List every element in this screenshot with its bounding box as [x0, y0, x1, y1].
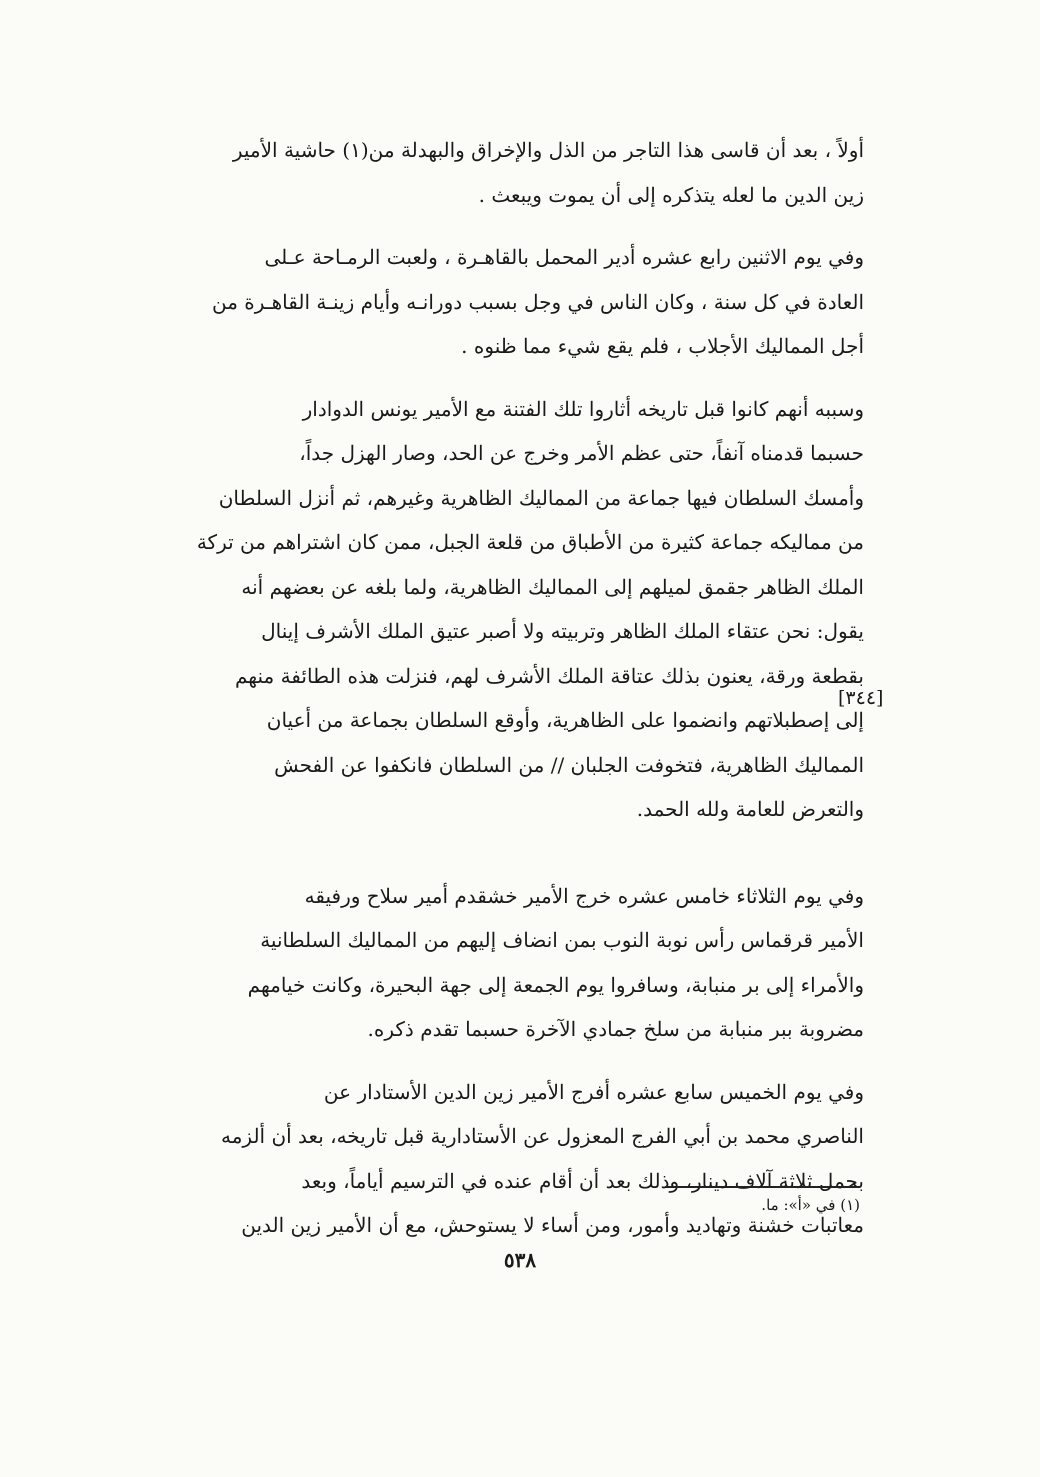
text-line: وفي يوم الخميس سابع عشره أفرج الأمير زين الدين الأستادار عن	[323, 1079, 864, 1104]
text-line: العادة في كل سنة ، وكان الناس في وجل بسبب دورانـه وأيام زينـة القاهـرة من	[211, 289, 864, 314]
main-text	[158, 128, 864, 1248]
paragraph-1	[158, 128, 864, 217]
text-line: والأمراء إلى بر منبابة، وسافروا يوم الجمعة إلى جهة البحيرة، وكانت خيامهم	[247, 972, 864, 997]
text-line: الأمير قرقماس رأس نوبة النوب بمن انضاف إليهم من المماليك السلطانية	[260, 928, 864, 952]
text-line: من مماليكه جماعة كثيرة من الأطباق من قلعة الجبل، ممن كان اشتراهم من تركة	[196, 530, 864, 554]
text-line: إلى إصطبلاتهم وانضموا على الظاهرية، وأوقع السلطان بجماعة من أعيان	[266, 708, 864, 732]
paragraph-2	[158, 235, 864, 369]
text-line: وفي يوم الثلاثاء خامس عشره خرج الأمير خشقدم أمير سلاح ورفيقه	[304, 883, 864, 908]
text-line: وسببه أنهم كانوا قبل تاريخه أثاروا تلك الفتنة مع الأمير يونس الدوادار	[302, 396, 864, 421]
text-line: مضروبة ببر منبابة من سلخ جمادي الآخرة حسبما تقدم ذكره.	[367, 1017, 864, 1041]
text-line: زين الدين ما لعله يتذكره إلى أن يموت ويبعث .	[478, 182, 864, 207]
paragraph-4	[158, 874, 864, 1052]
text-line: أجل المماليك الأجلاب ، فلم يقع شيء مما ظنوه .	[461, 334, 864, 358]
text-line: يقول: نحن عتقاء الملك الظاهر وتربيته ولا أصبر عتيق الملك الأشرف إينال	[261, 619, 864, 643]
text-line: المماليك الظاهرية، فتخوفت الجلبان // من السلطان فانكفوا عن الفحش	[274, 752, 864, 777]
text-line: الناصري محمد بن أبي الفرج المعزول عن الأستادارية قبل تاريخه، بعد أن ألزمه	[220, 1124, 864, 1148]
text-line: وفي يوم الاثنين رابع عشره أدير المحمل بالقاهـرة ، ولعبت الرمـاحة عـلى	[264, 245, 864, 269]
text-line: والتعرض للعامة ولله الحمد.	[636, 797, 864, 821]
text-line: بقطعة ورقة، يعنون بذلك عتاقة الملك الأشرف لهم، فنزلت هذه الطائفة منهم	[234, 663, 864, 688]
footnote: (١) في «أ»: ما.	[761, 1196, 860, 1214]
footnote-divider	[666, 1186, 860, 1188]
text-line: معاتبات خشنة وتهاديد وأمور، ومن أساء لا يستوحش، مع أن الأمير زين الدين	[241, 1213, 864, 1237]
paragraph-3	[158, 387, 864, 832]
text-line: بحمل ثلاثة آلاف دينار، وذلك بعد أن أقام عنده في الترسيم أياماً، وبعد	[301, 1168, 864, 1193]
text-line: حسبما قدمناه آنفاً، حتى عظم الأمر وخرج عن الحد، وصار الهزل جداً،	[299, 441, 864, 465]
text-line: وأمسك السلطان فيها جماعة من المماليك الظاهرية وغيرهم، ثم أنزل السلطان	[218, 485, 864, 510]
margin-page-reference: [٣٤٤]	[838, 687, 884, 709]
text-line: أولاً ، بعد أن قاسى هذا التاجر من الذل والإخراق والبهدلة من(١) حاشية الأمير	[232, 138, 864, 162]
paragraph-5	[158, 1070, 864, 1248]
page-number: ٥٣٨	[503, 1248, 537, 1272]
text-line: الملك الظاهر جقمق لميلهم إلى المماليك الظاهرية، ولما بلغه عن بعضهم أنه	[241, 574, 864, 599]
